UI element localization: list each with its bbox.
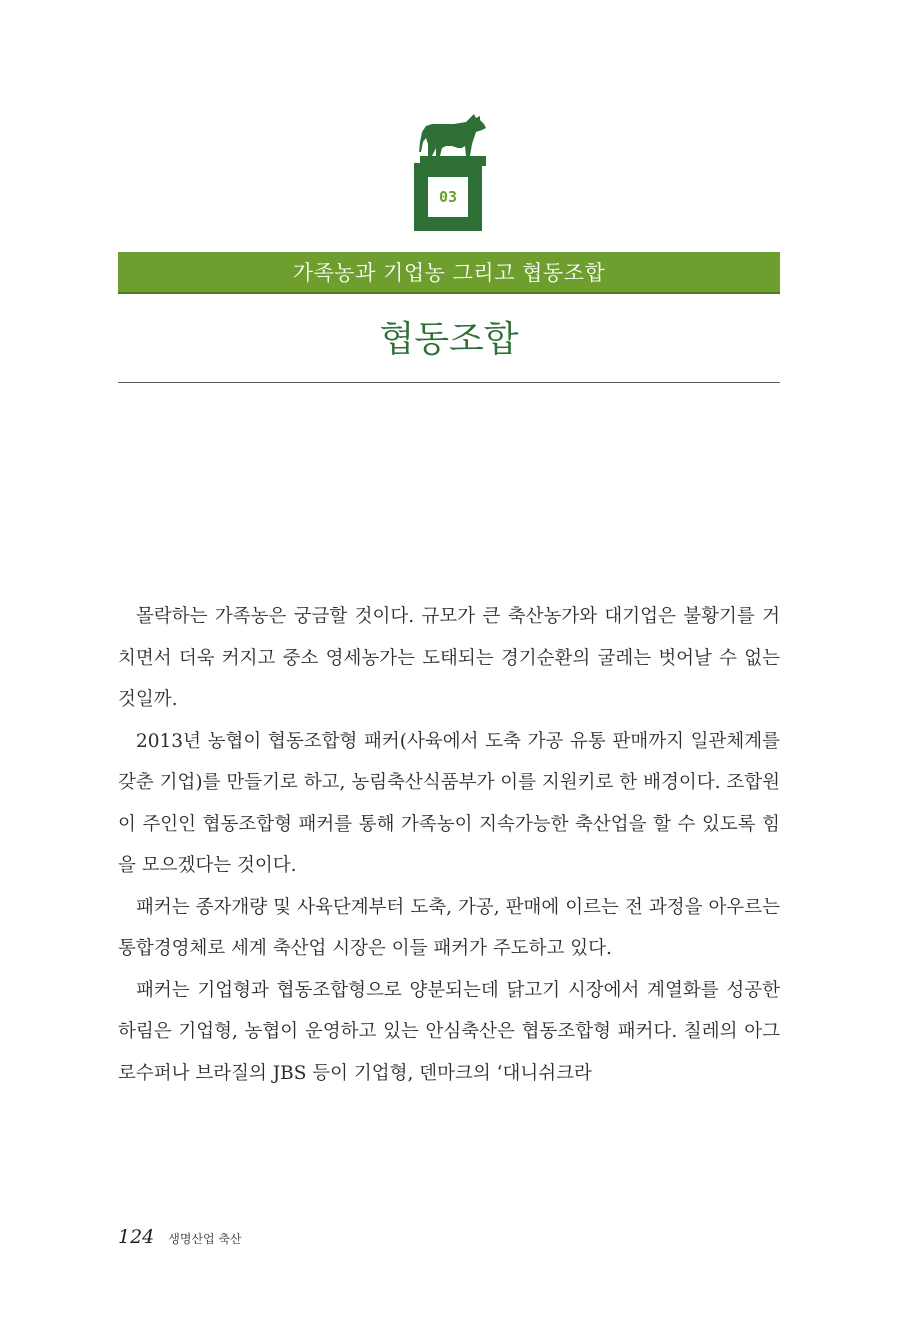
chapter-number: 03: [438, 188, 458, 206]
section-banner: [118, 252, 780, 294]
paragraph: 몰락하는 가족농은 궁금할 것이다. 규모가 큰 축산농가와 대기업은 불황기를 거치면서 더욱 커지고 중소 영세농가는 도태되는 경기순환의 굴레는 벗어날 수 없는 것일까.: [118, 606, 780, 710]
cow-icon: [418, 112, 488, 166]
title-divider: [118, 382, 780, 383]
page-number: 124: [118, 1226, 155, 1248]
page-footer: [118, 1226, 242, 1248]
section-title: 가족농과 기업농 그리고 협동조합: [292, 261, 606, 285]
book-title: 생명산업 축산: [168, 1232, 242, 1246]
paragraph: 패커는 기업형과 협동조합형으로 양분되는데 닭고기 시장에서 계열화를 성공한 하림은 기업형, 농협이 운영하고 있는 안심축산은 협동조합형 패커다. 칠레의 아그로수퍼나 브라질의 JBS 등이 기업형, 덴마크의 ‘대니쉬크라: [118, 979, 780, 1084]
paragraph: 패커는 종자개량 및 사육단계부터 도축, 가공, 판매에 이르는 전 과정을 아우르는 통합경영체로 세계 축산업 시장은 이들 패커가 주도하고 있다.: [118, 896, 780, 959]
chapter-badge-inner: [428, 177, 468, 217]
body-text: [118, 596, 780, 1094]
paragraph: 2013년 농협이 협동조합형 패커(사육에서 도축 가공 유통 판매까지 일관체계를 갖춘 기업)를 만들기로 하고, 농림축산식품부가 이를 지원키로 한 배경이다. 조합원이 주인인 협동조합형 패커를 통해 가족농이 지속가능한 축산업을 할 수 있도록 힘을 모으겠다는 것이다.: [118, 730, 780, 876]
page-title: 협동조합: [379, 319, 519, 360]
chapter-badge: [414, 163, 482, 231]
